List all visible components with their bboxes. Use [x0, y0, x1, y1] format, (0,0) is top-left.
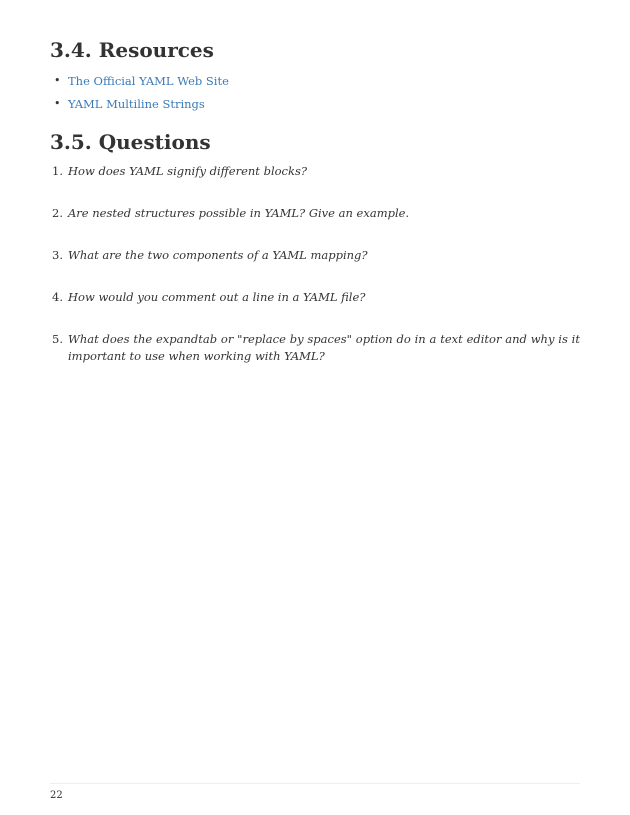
- question-item: [50, 163, 580, 180]
- question-item: [50, 289, 580, 306]
- questions-list: [50, 163, 580, 390]
- question-text: How does YAML signify different blocks?: [68, 164, 308, 178]
- link-official-yaml-site[interactable]: The Official YAML Web Site: [68, 74, 229, 88]
- question-number: 5.: [52, 332, 63, 346]
- section-heading-resources: 3.4. Resources: [50, 38, 214, 62]
- question-number: 1.: [52, 164, 63, 178]
- question-number: 3.: [52, 248, 63, 262]
- question-text: Are nested structures possible in YAML? Give an example.: [68, 206, 410, 220]
- question-text: What are the two components of a YAML mapping?: [68, 248, 368, 262]
- footer-divider: [50, 783, 580, 784]
- question-text: How would you comment out a line in a YAML file?: [68, 290, 366, 304]
- bullet-icon: •: [54, 97, 61, 110]
- list-item: [50, 70, 580, 93]
- section-heading-questions: 3.5. Questions: [50, 130, 211, 154]
- page-number: 22: [50, 790, 63, 801]
- question-item: [50, 331, 580, 365]
- bullet-icon: •: [54, 74, 61, 87]
- document-page: [50, 0, 580, 815]
- question-item: [50, 247, 580, 264]
- question-text: What does the expandtab or "replace by spaces" option do in a text editor and why is it important to use when working with YAML?: [68, 332, 580, 363]
- list-item: [50, 93, 580, 116]
- question-item: [50, 205, 580, 222]
- link-yaml-multiline-strings[interactable]: YAML Multiline Strings: [68, 97, 205, 111]
- resources-link-list: [50, 70, 580, 116]
- question-number: 2.: [52, 206, 63, 220]
- question-number: 4.: [52, 290, 63, 304]
